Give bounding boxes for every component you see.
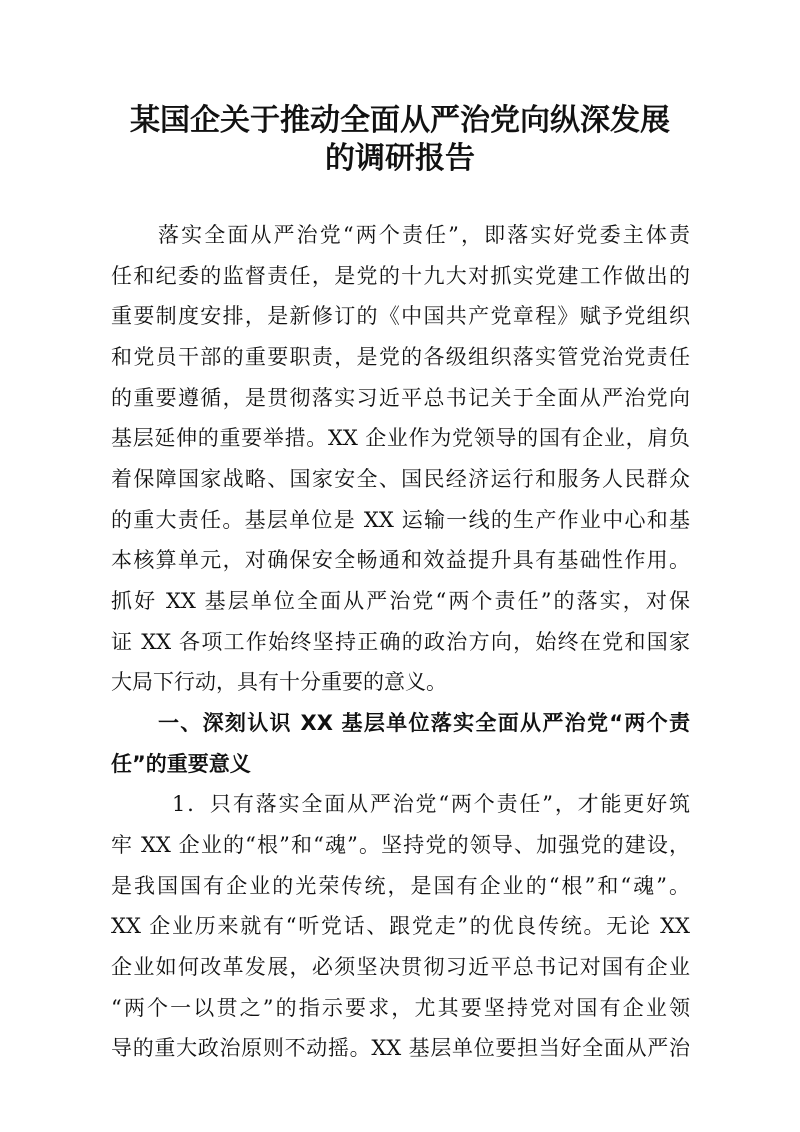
document-title-line-2: 的调研报告 [325, 141, 475, 176]
paragraph-2-line-1: 1．只有落实全面从严治党“两个责任”，才能更好筑 [172, 792, 690, 816]
paragraph-2-line-6: “两个一以贯之”的指示要求，尤其要坚持党对国有企业领 [111, 996, 690, 1020]
section-heading-line-1: 一、深刻认识 XX 基层单位落实全面从严治党“两个责 [158, 711, 690, 735]
paragraph-1-line-2: 任和纪委的监督责任，是党的十九大对抓实党建工作做出的 [111, 264, 690, 288]
paragraph-2-line-4: XX 企业历来就有“听党话、跟党走”的优良传统。无论 XX [111, 914, 690, 938]
paragraph-1-line-11: 证 XX 各项工作始终坚持正确的政治方向，始终在党和国家 [111, 630, 690, 654]
paragraph-1-line-1: 落实全面从严治党“两个责任”，即落实好党委主体责 [158, 223, 690, 247]
paragraph-2-line-2: 牢 XX 企业的“根”和“魂”。坚持党的领导、加强党的建设， [111, 833, 690, 857]
paragraph-1-line-9: 本核算单元，对确保安全畅通和效益提升具有基础性作用。 [111, 548, 690, 572]
paragraph-1-line-8: 的重大责任。基层单位是 XX 运输一线的生产作业中心和基 [111, 508, 690, 532]
paragraph-1-line-10: 抓好 XX 基层单位全面从严治党“两个责任”的落实，对保 [111, 589, 690, 613]
paragraph-1-line-4: 和党员干部的重要职责，是党的各级组织落实管党治党责任 [111, 345, 690, 369]
document-title-line-1: 某国企关于推动全面从严治党向纵深发展 [130, 103, 670, 138]
paragraph-1-line-6: 基层延伸的重要举措。XX 企业作为党领导的国有企业，肩负 [111, 426, 690, 450]
paragraph-1-line-7: 着保障国家战略、国家安全、国民经济运行和服务人民群众 [111, 467, 690, 491]
paragraph-1-line-5: 的重要遵循，是贯彻落实习近平总书记关于全面从严治党向 [111, 386, 690, 410]
paragraph-2-line-3: 是我国国有企业的光荣传统，是国有企业的“根”和“魂”。 [111, 874, 690, 898]
paragraph-2-line-5: 企业如何改革发展，必须坚决贯彻习近平总书记对国有企业 [111, 955, 690, 979]
section-heading-line-2: 任”的重要意义 [111, 752, 251, 776]
paragraph-2-line-7: 导的重大政治原则不动摇。XX 基层单位要担当好全面从严治 [111, 1036, 690, 1060]
paragraph-1-line-3: 重要制度安排，是新修订的《中国共产党章程》赋予党组织 [111, 304, 690, 328]
paragraph-1-line-12: 大局下行动，具有十分重要的意义。 [111, 670, 447, 694]
